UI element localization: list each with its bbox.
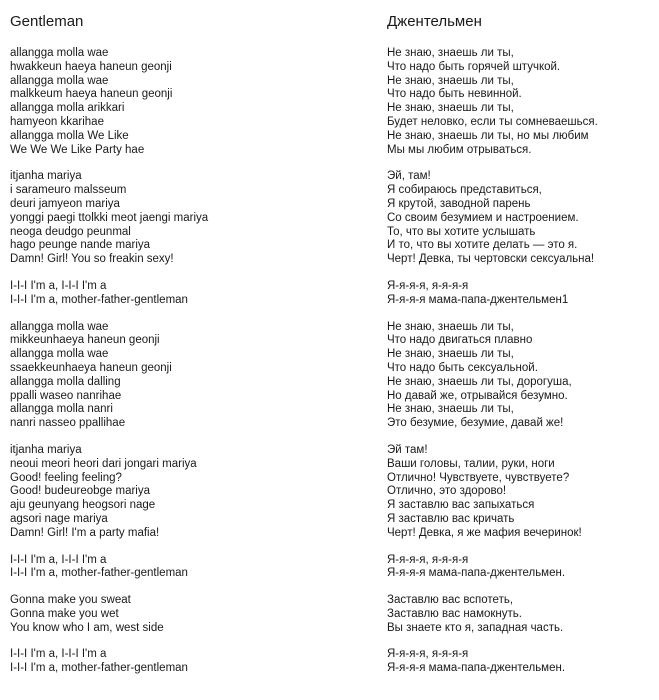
stanza xyxy=(10,321,370,431)
stanza xyxy=(10,170,370,267)
lyric-line: agsori nage mariya xyxy=(10,512,108,525)
lyric-line: itjanha mariya xyxy=(10,443,82,456)
lyric-line: Я-я-я-я, я-я-я-я xyxy=(387,279,469,292)
lyric-line: Я-я-я-я, я-я-я-я xyxy=(387,648,469,661)
lyric-line: I-I-I I'm a, I-I-I I'm a xyxy=(10,648,107,661)
translation-stanzas xyxy=(387,47,655,676)
stanza xyxy=(10,47,370,157)
lyric-line: allangga molla wae xyxy=(10,74,109,87)
lyric-line: i sarameuro malsseum xyxy=(10,184,127,197)
lyric-line: Заставлю вас вспотеть, xyxy=(387,594,514,607)
lyric-line: malkkeum haeya haneun geonji xyxy=(10,88,173,101)
lyric-line: Отлично, это здорово! xyxy=(387,485,507,498)
lyric-line: Не знаю, знаешь ли ты, xyxy=(387,47,514,59)
lyric-line: allangga molla wae xyxy=(10,348,109,361)
lyric-line: I-I-I I'm a, mother-father-gentleman xyxy=(10,567,188,580)
stanza xyxy=(10,554,370,582)
lyric-line: allangga molla nanri xyxy=(10,403,113,416)
lyric-line: Это безумие, безумие, давай же! xyxy=(387,417,564,430)
romanized-stanzas xyxy=(10,47,370,676)
lyric-line: Я заставлю вас запыхаться xyxy=(387,499,535,512)
lyric-line: Заставлю вас намокнуть. xyxy=(387,607,522,620)
lyric-line: Черт! Девка, я же мафия вечеринок! xyxy=(387,526,582,539)
lyric-line: Gonna make you sweat xyxy=(10,594,131,607)
lyric-line: I-I-I I'm a, I-I-I I'm a xyxy=(10,279,107,292)
lyric-line: Я-я-я-я, я-я-я-я xyxy=(387,553,469,566)
romanized-title: Gentleman xyxy=(10,13,84,30)
russian-translation-column xyxy=(387,12,655,689)
lyric-line: We We We Like Party hae xyxy=(10,143,145,156)
stanza xyxy=(387,47,655,157)
lyric-line: Что надо двигаться плавно xyxy=(387,334,533,347)
lyric-line: Не знаю, знаешь ли ты, дорогуша, xyxy=(387,375,572,388)
lyric-line: Не знаю, знаешь ли ты, но мы любим xyxy=(387,129,589,142)
lyric-line: Будет неловко, если ты сомневаешься. xyxy=(387,115,598,128)
lyric-line: Черт! Девка, ты чертовски сексуальна! xyxy=(387,253,595,266)
stanza xyxy=(387,594,655,635)
lyric-line: ppalli waseo nanrihae xyxy=(10,389,122,402)
lyric-line: Good! budeureobge mariya xyxy=(10,485,151,498)
stanza xyxy=(387,280,655,308)
lyric-line: allangga molla arikkari xyxy=(10,102,125,115)
lyric-line: allangga molla dalling xyxy=(10,375,121,388)
lyric-line: Gonna make you wet xyxy=(10,607,119,620)
lyric-line: hwakkeun haeya haneun geonji xyxy=(10,60,172,73)
lyric-line: Не знаю, знаешь ли ты, xyxy=(387,348,514,361)
romanized-lyrics-column xyxy=(10,12,370,689)
lyric-line: Отлично! Чувствуете, чувствуете? xyxy=(387,471,570,484)
lyric-line: You know who I am, west side xyxy=(10,621,164,634)
lyric-line: Мы мы любим отрываться. xyxy=(387,143,532,156)
lyric-line: Damn! Girl! I'm a party mafia! xyxy=(10,526,160,539)
lyric-line: deuri jamyeon mariya xyxy=(10,197,120,210)
lyric-line: Что надо быть невинной. xyxy=(387,88,522,101)
lyric-line: Good! feeling feeling? xyxy=(10,471,122,484)
lyric-line: Не знаю, знаешь ли ты, xyxy=(387,320,514,333)
lyric-line: Что надо быть горячей штучкой. xyxy=(387,60,561,73)
stanza xyxy=(10,648,370,676)
stanza xyxy=(10,444,370,541)
lyric-line: ssaekkeunhaeya haneun geonji xyxy=(10,361,172,374)
lyric-line: Я крутой, заводной парень xyxy=(387,197,531,210)
lyric-line: То, что вы хотите услышать xyxy=(387,225,536,238)
lyric-line: itjanha mariya xyxy=(10,170,82,183)
lyric-line: Я-я-я-я мама-папа-джентельмен. xyxy=(387,567,566,580)
stanza xyxy=(387,170,655,267)
lyric-line: Я-я-я-я мама-папа-джентельмен1 xyxy=(387,293,569,306)
lyric-line: hamyeon kkarihae xyxy=(10,115,104,128)
lyric-line: yonggi paegi ttolkki meot jaengi mariya xyxy=(10,211,209,224)
lyric-line: Не знаю, знаешь ли ты, xyxy=(387,403,514,416)
stanza xyxy=(387,554,655,582)
lyric-line: И то, что вы хотите делать — это я. xyxy=(387,239,578,252)
lyric-line: neoga deudgo peunmal xyxy=(10,225,131,238)
lyric-line: I-I-I I'm a, mother-father-gentleman xyxy=(10,662,188,675)
lyric-line: Не знаю, знаешь ли ты, xyxy=(387,74,514,87)
lyric-line: Но давай же, отрывайся безумно. xyxy=(387,389,568,402)
lyric-line: Вы знаете кто я, западная часть. xyxy=(387,621,564,634)
stanza xyxy=(10,280,370,308)
lyric-line: I-I-I I'm a, mother-father-gentleman xyxy=(10,293,188,306)
lyric-line: allangga molla wae xyxy=(10,47,109,59)
lyric-line: Я собираюсь представиться, xyxy=(387,184,542,197)
translation-title: Джентельмен xyxy=(387,13,482,30)
stanza xyxy=(10,594,370,635)
lyric-line: nanri nasseo ppallihae xyxy=(10,417,126,430)
lyric-line: allangga molla wae xyxy=(10,320,109,333)
lyric-line: I-I-I I'm a, I-I-I I'm a xyxy=(10,553,107,566)
stanza xyxy=(387,444,655,541)
stanza xyxy=(387,648,655,676)
lyric-line: Со своим безумием и настроением. xyxy=(387,211,579,224)
lyric-line: Ваши головы, талии, руки, ноги xyxy=(387,457,555,470)
lyric-line: allangga molla We Like xyxy=(10,129,129,142)
lyric-line: mikkeunhaeya haneun geonji xyxy=(10,334,160,347)
lyric-line: neoui meori heori dari jongari mariya xyxy=(10,457,197,470)
stanza xyxy=(387,321,655,431)
lyric-line: Эй, там! xyxy=(387,170,431,183)
lyric-line: Я-я-я-я мама-папа-джентельмен. xyxy=(387,662,566,675)
lyric-line: Не знаю, знаешь ли ты, xyxy=(387,102,514,115)
lyric-line: Что надо быть сексуальной. xyxy=(387,361,538,374)
lyric-line: Damn! Girl! You so freakin sexy! xyxy=(10,253,174,266)
lyric-line: aju geunyang heogsori nage xyxy=(10,499,156,512)
lyric-line: hago peunge nande mariya xyxy=(10,239,151,252)
lyric-line: Эй там! xyxy=(387,443,428,456)
lyric-line: Я заставлю вас кричать xyxy=(387,512,515,525)
